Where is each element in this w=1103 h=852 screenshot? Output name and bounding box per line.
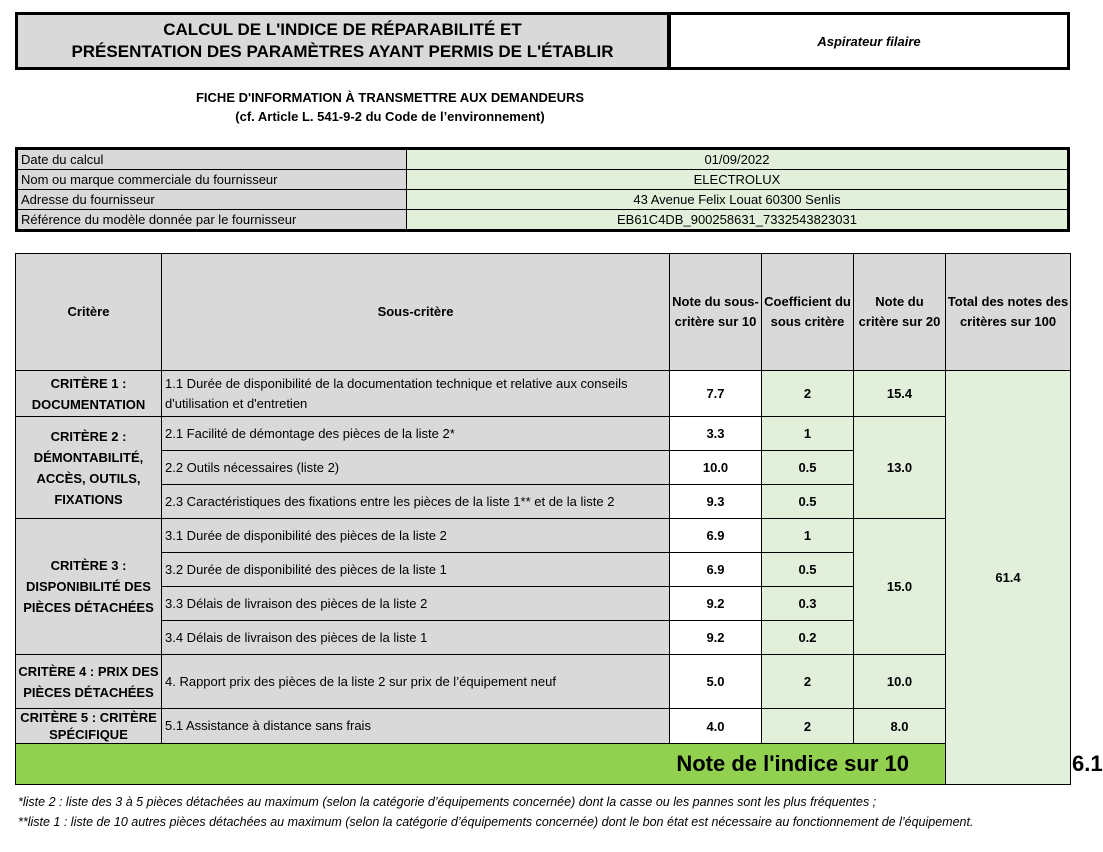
subcriterion-note: 9.2 (670, 621, 762, 655)
subcriterion-coef: 0.5 (762, 451, 854, 485)
info-value: ELECTROLUX (407, 170, 1069, 190)
subcriterion-note: 4.0 (670, 709, 762, 744)
criterion-3-score: 15.0 (854, 519, 946, 655)
subcriterion-label: 5.1 Assistance à distance sans frais (162, 709, 670, 744)
subcriterion-coef: 1 (762, 519, 854, 553)
subcriterion-note: 3.3 (670, 417, 762, 451)
fiche-heading (0, 88, 780, 126)
table-row (16, 417, 1071, 451)
subcriterion-note: 10.0 (670, 451, 762, 485)
repairability-table (15, 253, 1103, 785)
table-row (16, 519, 1071, 553)
subcriterion-label: 3.4 Délais de livraison des pièces de la liste 1 (162, 621, 670, 655)
info-row-date (17, 149, 1069, 170)
subcriterion-coef: 0.3 (762, 587, 854, 621)
info-row-address (17, 190, 1069, 210)
subcriterion-note: 6.9 (670, 519, 762, 553)
final-score-row: Note de l'indice sur 10 6.1 (16, 744, 1071, 785)
info-label: Nom ou marque commerciale du fournisseur (17, 170, 407, 190)
document-title (15, 12, 670, 70)
subcriterion-coef: 0.2 (762, 621, 854, 655)
col-header-critere: Critère (16, 254, 162, 371)
subcriterion-label: 2.1 Facilité de démontage des pièces de la liste 2* (162, 417, 670, 451)
subcriterion-coef: 2 (762, 709, 854, 744)
criterion-2-name: CRITÈRE 2 : DÉMONTABILITÉ, ACCÈS, OUTILS, FIXATIONS (16, 417, 162, 519)
supplier-info-table (15, 147, 1070, 232)
subcriterion-label: 3.2 Durée de disponibilité des pièces de la liste 1 (162, 553, 670, 587)
info-label: Référence du modèle donnée par le fournisseur (17, 210, 407, 231)
title-line-2: PRÉSENTATION DES PARAMÈTRES AYANT PERMIS DE L'ÉTABLIR (71, 42, 614, 61)
criterion-2-score: 13.0 (854, 417, 946, 519)
criterion-4-name: CRITÈRE 4 : PRIX DES PIÈCES DÉTACHÉES (16, 655, 162, 709)
table-row (16, 371, 1071, 417)
subcriterion-label: 3.3 Délais de livraison des pièces de la liste 2 (162, 587, 670, 621)
table-header-row (16, 254, 1071, 371)
subcriterion-label: 4. Rapport prix des pièces de la liste 2 sur prix de l’équipement neuf (162, 655, 670, 709)
col-header-total: Total des notes des critères sur 100 (946, 254, 1071, 371)
info-value: 43 Avenue Felix Louat 60300 Senlis (407, 190, 1069, 210)
subcriterion-note: 5.0 (670, 655, 762, 709)
subcriterion-label: 2.2 Outils nécessaires (liste 2) (162, 451, 670, 485)
subcriterion-note: 6.9 (670, 553, 762, 587)
col-header-note-crit: Note du critère sur 20 (854, 254, 946, 371)
total-score-100: 61.4 (946, 371, 1071, 785)
subcriterion-note: 9.2 (670, 587, 762, 621)
col-header-coef: Coefficient du sous critère (762, 254, 854, 371)
fiche-line-2: (cf. Article L. 541-9-2 du Code de l’environnement) (235, 109, 545, 124)
criterion-4-score: 10.0 (854, 655, 946, 709)
info-value: 01/09/2022 (407, 149, 1069, 170)
footnotes (18, 792, 1068, 832)
footnote-liste-1: **liste 1 : liste de 10 autres pièces détachées au maximum (selon la catégorie d’équipements concernée) dont le bon état est nécessaire au fonctionnement de l’équipement. (18, 815, 974, 829)
subcriterion-coef: 2 (762, 655, 854, 709)
info-value: EB61C4DB_900258631_7332543823031 (407, 210, 1069, 231)
fiche-line-1: FICHE D'INFORMATION À TRANSMETTRE AUX DEMANDEURS (195, 90, 585, 105)
col-header-sous-critere: Sous-critère (162, 254, 670, 371)
criterion-3-name: CRITÈRE 3 : DISPONIBILITÉ DES PIÈCES DÉTACHÉES (16, 519, 162, 655)
criterion-1-name: CRITÈRE 1 : DOCUMENTATION (16, 371, 162, 417)
subcriterion-coef: 0.5 (762, 485, 854, 519)
criterion-1-score: 15.4 (854, 371, 946, 417)
info-row-brand (17, 170, 1069, 190)
criterion-5-name: CRITÈRE 5 : CRITÈRE SPÉCIFIQUE (16, 709, 162, 744)
criterion-5-score: 8.0 (854, 709, 946, 744)
subcriterion-note: 9.3 (670, 485, 762, 519)
subcriterion-coef: 1 (762, 417, 854, 451)
subcriterion-label: 3.1 Durée de disponibilité des pièces de la liste 2 (162, 519, 670, 553)
info-row-reference (17, 210, 1069, 231)
subcriterion-coef: 2 (762, 371, 854, 417)
final-score-label: Note de l'indice sur 10 (16, 744, 946, 785)
info-label: Adresse du fournisseur (17, 190, 407, 210)
table-row (16, 709, 1071, 744)
col-header-note-sous: Note du sous-critère sur 10 (670, 254, 762, 371)
info-label: Date du calcul (17, 149, 407, 170)
table-row (16, 655, 1071, 709)
title-line-1: CALCUL DE L'INDICE DE RÉPARABILITÉ ET (163, 20, 522, 39)
subcriterion-note: 7.7 (670, 371, 762, 417)
subcriterion-label: 2.3 Caractéristiques des fixations entre les pièces de la liste 1** et de la liste 2 (162, 485, 670, 519)
subcriterion-label: 1.1 Durée de disponibilité de la documentation technique et relative aux conseils d'utilisation et d'entretien (162, 371, 670, 417)
product-type: Aspirateur filaire (668, 12, 1070, 70)
subcriterion-coef: 0.5 (762, 553, 854, 587)
footnote-liste-2: *liste 2 : liste des 3 à 5 pièces détachées au maximum (selon la catégorie d’équipements concernée) dont la casse ou les pannes sont les plus fréquentes ; (18, 795, 877, 809)
